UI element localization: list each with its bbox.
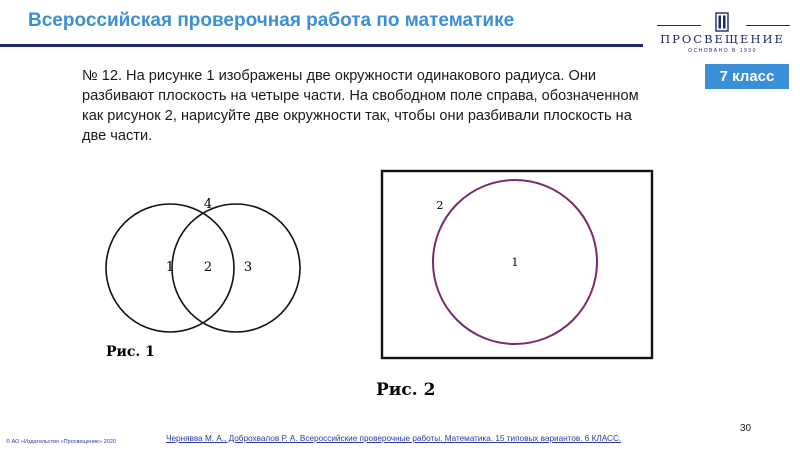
figure2-caption: Рис. 2 — [376, 380, 436, 400]
logo-rule-right — [746, 25, 790, 26]
figure1-label-3: 3 — [243, 260, 253, 275]
figure-1 — [92, 190, 322, 370]
logo-name: ПРОСВЕЩЕНИЕ — [660, 32, 785, 46]
figure1-label-4: 4 — [203, 197, 213, 212]
logo-subtitle: ОСНОВАНО В 1930 — [688, 48, 757, 54]
figure1-caption: Рис. 1 — [106, 344, 155, 360]
figure1-label-2: 2 — [203, 260, 213, 275]
task-text: № 12. На рисунке 1 изображены две окружности одинакового радиуса. Они разбивают плоскость на четыре части. На свободном поле справа, обозначенном как рисунок 2, нарисуйте две окружности так, чтобы они разбивали плоскость на две части. — [82, 68, 639, 144]
figure1-label-1: 1 — [165, 260, 175, 275]
page-number: 30 — [740, 423, 752, 434]
copyright-notice: © АО «Издательство «Просвещение» 2020 — [6, 439, 116, 445]
grade-badge: 7 класс — [705, 64, 789, 89]
logo-rule-left — [657, 25, 701, 26]
figure2-label-1: 1 — [511, 256, 519, 269]
header-divider — [0, 44, 643, 47]
publisher-emblem-icon — [715, 12, 729, 32]
page-title: Всероссийская проверочная работа по математике — [28, 10, 515, 31]
figure2-label-2: 2 — [436, 199, 444, 212]
figure1-circle-right — [172, 204, 300, 332]
source-citation-link[interactable]: Чернявва М. А., Доброхвалов Р. А. Всероссийские проверочные работы. Математика. 15 типовых вариантов. 6 КЛАСС. — [166, 434, 622, 443]
publisher-logo — [655, 8, 790, 58]
figure-2 — [372, 163, 662, 413]
